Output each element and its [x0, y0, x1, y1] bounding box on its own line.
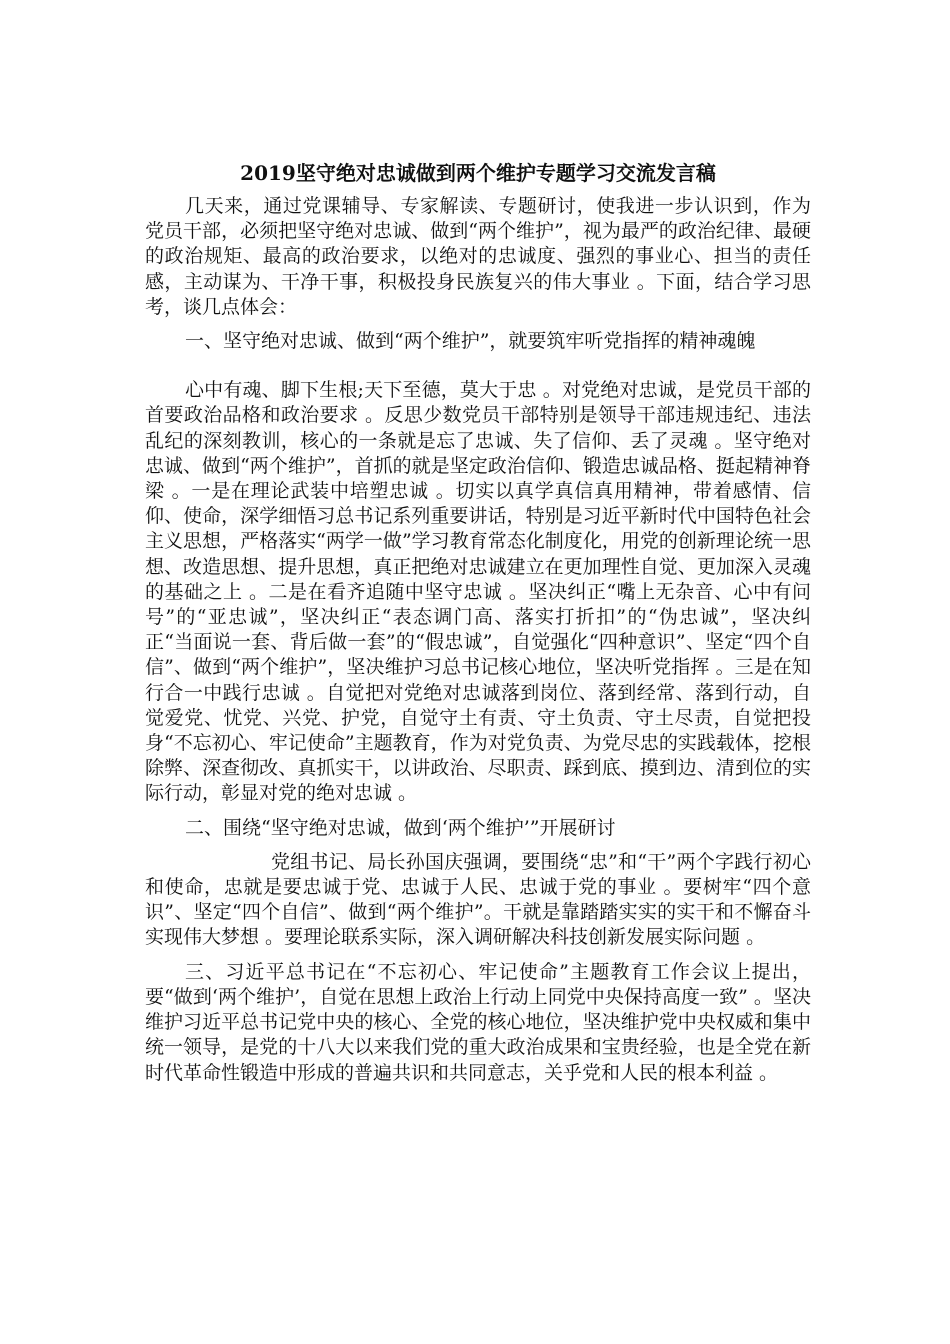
section-heading-2: 二、围绕“坚守绝对忠诚，做到‘两个维护’”开展研讨 — [185, 816, 616, 839]
paragraph-body-1: 心中有魂、脚下生根;天下至德，莫大于忠 。对党绝对忠诚，是党员干部的首要政治品格和政治要求 。反思少数党员干部特别是领导干部违规违纪、违法乱纪的深刻教训，核心的一条就是忘了忠诚、失了信仰、丢了灵魂 。坚守绝对忠诚、做到“两个维护”，首抓的就是坚定政治信仰、锻造忠诚品格、挺起精神脊梁 。一是在理论武装中培塑忠诚 。切实以真学真信真用精神，带着感情、信仰、使命，深学细悟习总书记系列重要讲话，特别是习近平新时代中国特色社会主义思想，严格落实“两学一做”学习教育常态化制度化，用党的创新理论统一思想、改造思想、提升思想，真正把绝对忠诚建立在更加理性自觉、更加深入灵魂的基础之上 。二是在看齐追随中坚守忠诚 。坚决纠正“嘴上无杂音、心中有问号”的“亚忠诚”，坚决纠正“表态调门高、落实打折扣”的“伪忠诚”，坚决纠正“当面说一套、背后做一套”的“假忠诚”，自觉强化“四种意识”、坚定“四个自信”、做到“两个维护”，坚决维护习总书记核心地位，坚决听党指挥 。三是在知行合一中践行忠诚 。自觉把对党绝对忠诚落到岗位、落到经常、落到行动，自觉爱党、忧党、兴党、护党，自觉守土有责、守土负责、守土尽责，自觉把投身“不忘初心、牢记使命”主题教育，作为对党负责、为党尽忠的实践载体，挖根除弊、深查彻改、真抓实干，以讲政治、尽职责、踩到底、摸到边、清到位的实际行动，彰显对党的绝对忠诚 。 — [145, 379, 811, 805]
document-page — [145, 158, 811, 1095]
paragraph-body-2: 党组书记、局长孙国庆强调，要围绕“忠”和“干”两个字践行初心和使命，忠就是要忠诚于党、忠诚于人民、忠诚于党的事业 。要树牢“四个意识”、坚定“四个自信”、做到“两个维护”。干就是靠踏踏实实的实干和不懈奋斗实现伟大梦想 。要理论联系实际，深入调研解决科技创新发展实际问题 。 — [145, 850, 811, 949]
paragraph-intro: 几天来，通过党课辅导、专家解读、专题研讨，使我进一步认识到，作为党员干部，必须把坚守绝对忠诚、做到“两个维护”，视为最严的政治纪律、最硬的政治规矩、最高的政治要求，以绝对的忠诚度、强烈的事业心、担当的责任感，主动谋为、干净干事，积极投身民族复兴的伟大事业 。下面，结合学习思考，谈几点体会： — [145, 195, 811, 318]
paragraph-body-3: 三、习近平总书记在“不忘初心、牢记使命”主题教育工作会议上提出，要“做到‘两个维护’，自觉在思想上政治上行动上同党中央保持高度一致” 。坚决维护习近平总书记党中央的核心、全党的核心地位，坚决维护党中央权威和集中统一领导，是党的十八大以来我们党的重大政治成果和宝贵经验，也是全党在新时代革命性锻造中形成的普遍共识和共同意志，关乎党和人民的根本利益 。 — [145, 960, 811, 1084]
document-title: 2019坚守绝对忠诚做到两个维护专题学习交流发言稿 — [240, 161, 716, 185]
section-heading-1: 一、坚守绝对忠诚、做到“两个维护”，就要筑牢听党指挥的精神魂魄 — [185, 330, 756, 353]
